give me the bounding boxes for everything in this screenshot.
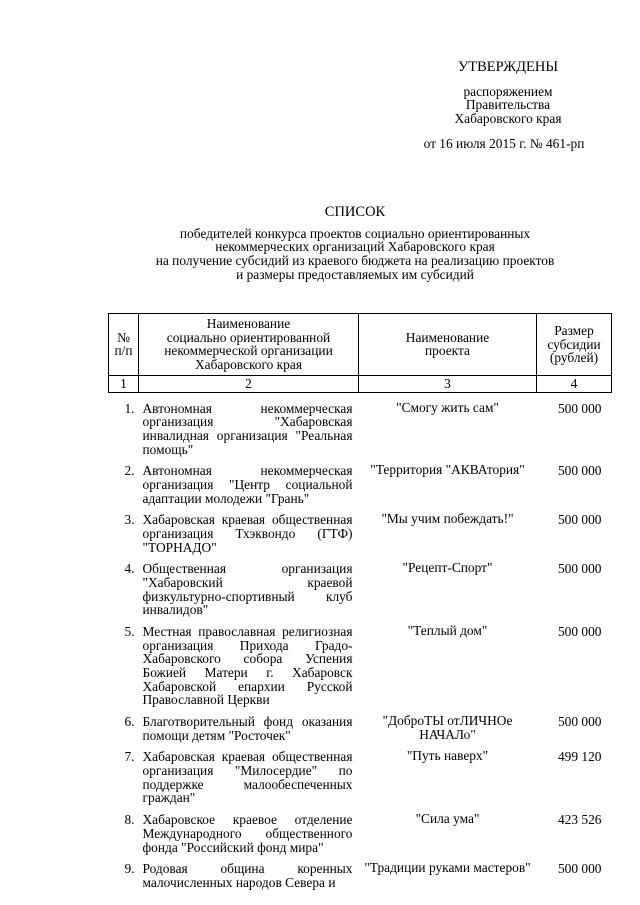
approval-heading: УТВЕРЖДЕНЫ xyxy=(457,59,559,75)
organization-name: Хабаровская краевая общественная организация Тхэквондо (ГТФ) "ТОРНАДО" xyxy=(142,512,353,555)
organization-name: Общественная организация "Хабаровский краевой физкультурно-спортивный клуб инвалидов" xyxy=(142,561,353,618)
subsidy-amount: 500 000 xyxy=(557,400,602,416)
title-line: на получение субсидий из краевого бюджета на реализацию проектов xyxy=(155,253,555,269)
row-number: 9. xyxy=(124,861,135,877)
index-cell: 1 xyxy=(109,375,139,392)
row-number: 5. xyxy=(124,624,135,640)
organization-name: Благотворительный фонд оказания помощи детям "Росточек" xyxy=(142,714,353,743)
project-name: "Смогу жить сам" xyxy=(396,399,499,415)
project-name: "ДоброТЫ отЛИЧНОе НАЧАЛо" xyxy=(382,713,513,742)
table-row xyxy=(109,812,612,861)
header-number: № п/п xyxy=(109,314,139,376)
subsidy-amount: 500 000 xyxy=(557,861,602,877)
index-cell: 2 xyxy=(139,375,359,392)
project-name: "Традиции руками мастеров" xyxy=(364,860,531,876)
approval-line: Хабаровского края xyxy=(454,111,562,127)
title-main: СПИСОК xyxy=(324,204,386,220)
organization-name: Хабаровское краевое отделение Международного общественного фонда "Российский фонд мира" xyxy=(142,812,353,855)
subsidy-amount: 500 000 xyxy=(557,714,602,730)
project-name: "Территория "АКВАтория" xyxy=(370,462,525,478)
row-number: 6. xyxy=(124,714,135,730)
header-organization: Наименование социально ориентированной некоммерческой организации Хабаровского края xyxy=(139,314,359,376)
row-number: 8. xyxy=(124,812,135,828)
organization-name: Местная православная религиозная организация Прихода Градо-Хабаровского собора Успения Божией Матери г. Хабаровск Хабаровской епархии Русской Православной Церкви xyxy=(142,624,353,708)
table-row xyxy=(109,749,612,812)
title-line: некоммерческих организаций Хабаровского края xyxy=(215,239,495,255)
organization-name: Автономная некоммерческая организация "Хабаровская инвалидная организация "Реальная помощь" xyxy=(142,400,353,457)
subsidy-amount: 500 000 xyxy=(557,624,602,640)
table-row xyxy=(109,561,612,624)
organization-name: Хабаровская краевая общественная организация "Милосердие" по поддержке малообеспеченных граждан" xyxy=(142,749,353,806)
row-number: 2. xyxy=(124,463,135,479)
title-line: и размеры предоставляемых им субсидий xyxy=(236,266,474,282)
header-project: Наименование проекта xyxy=(359,314,537,376)
subsidy-amount: 500 000 xyxy=(557,561,602,577)
organization-name: Родовая община коренных малочисленных народов Севера и xyxy=(142,861,353,890)
document-title xyxy=(130,205,580,281)
approval-line: Правительства xyxy=(465,97,551,113)
table-header-row xyxy=(109,314,612,376)
subsidy-amount: 423 526 xyxy=(557,812,602,828)
row-number: 3. xyxy=(124,512,135,528)
approval-date: от 16 июля 2015 г. № 461-рп xyxy=(423,135,585,151)
header-subsidy: Размер субсидии (рублей) xyxy=(537,314,612,376)
row-number: 1. xyxy=(124,400,135,416)
table-row xyxy=(109,401,612,464)
row-number: 7. xyxy=(124,749,135,765)
row-number: 4. xyxy=(124,561,135,577)
project-name: "Путь наверх" xyxy=(406,748,489,764)
subsidy-amount: 500 000 xyxy=(557,512,602,528)
table-index-row xyxy=(109,375,612,392)
approval-block xyxy=(408,60,608,150)
project-name: "Сила ума" xyxy=(415,811,480,827)
table-row xyxy=(109,714,612,749)
approval-line: распоряжением xyxy=(463,83,553,99)
project-name: "Мы учим побеждать!" xyxy=(381,511,514,527)
project-name: "Теплый дом" xyxy=(407,623,488,639)
table-row xyxy=(109,861,612,896)
project-name: "Рецепт-Спорт" xyxy=(402,560,493,576)
table-row xyxy=(109,624,612,714)
table-row xyxy=(109,512,612,561)
index-cell: 4 xyxy=(537,375,612,392)
organization-name: Автономная некоммерческая организация "Центр социальной адаптации молодежи "Грань" xyxy=(142,463,353,506)
title-line: победителей конкурса проектов социально ориентированных xyxy=(179,225,531,241)
subsidy-amount: 500 000 xyxy=(557,463,602,479)
subsidy-amount: 499 120 xyxy=(557,749,602,765)
table-row xyxy=(109,463,612,512)
index-cell: 3 xyxy=(359,375,537,392)
winners-table xyxy=(108,313,612,897)
